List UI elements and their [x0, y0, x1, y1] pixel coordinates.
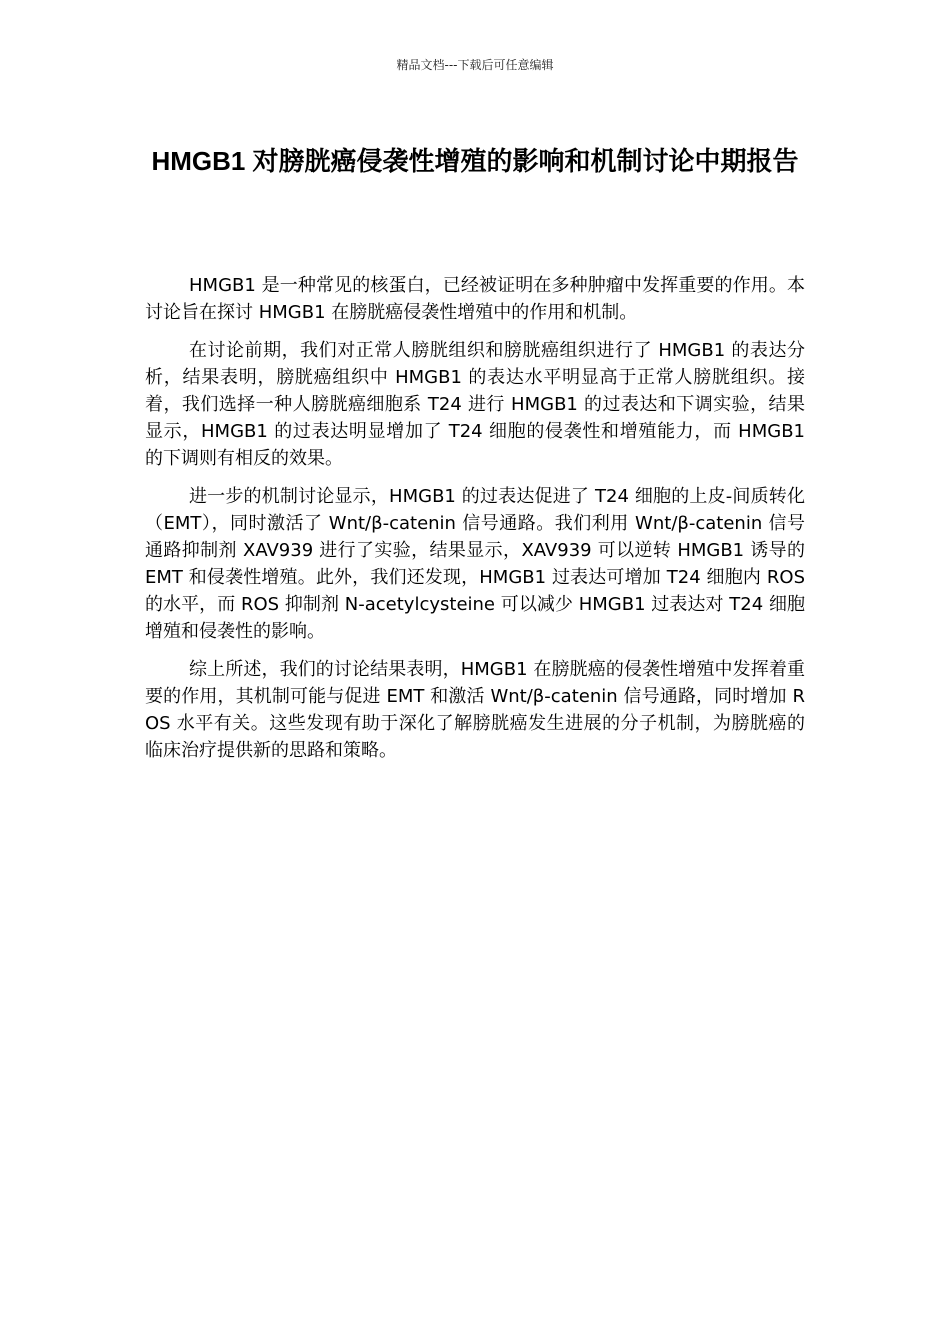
- paragraph-intro: HMGB1 是一种常见的核蛋白，已经被证明在多种肿瘤中发挥重要的作用。本讨论旨在探讨 HMGB1 在膀胱癌侵袭性增殖中的作用和机制。: [145, 275, 805, 323]
- paragraph-conclusion: 综上所述，我们的讨论结果表明，HMGB1 在膀胱癌的侵袭性增殖中发挥着重要的作用，其机制可能与促进 EMT 和激活 Wnt/β-catenin 信号通路，同时增加 ROS 水平有关。这些发现有助于深化了解膀胱癌发生进展的分子机制，为膀胱癌的临床治疗提供新的思路和策略。: [145, 659, 805, 761]
- document-body: [145, 272, 805, 775]
- paragraph-mechanism: 进一步的机制讨论显示，HMGB1 的过表达促进了 T24 细胞的上皮-间质转化（EMT），同时激活了 Wnt/β-catenin 信号通路。我们利用 Wnt/β-catenin 信号通路抑制剂 XAV939 进行了实验，结果显示，XAV939 可以逆转 HMGB1 诱导的 EMT 和侵袭性增殖。此外，我们还发现，HMGB1 过表达可增加 T24 细胞内 ROS 的水平，而 ROS 抑制剂 N-acetylcysteine 可以减少 HMGB1 过表达对 T24 细胞增殖和侵袭性的影响。: [145, 486, 805, 642]
- header-note: 精品文档---下载后可任意编辑: [396, 58, 554, 72]
- document-title: HMGB1 对膀胱癌侵袭性增殖的影响和机制讨论中期报告: [151, 146, 799, 176]
- paragraph-expression-analysis: 在讨论前期，我们对正常人膀胱组织和膀胱癌组织进行了 HMGB1 的表达分析，结果表明，膀胱癌组织中 HMGB1 的表达水平明显高于正常人膀胱组织。接着，我们选择一种人膀胱癌细胞系 T24 进行 HMGB1 的过表达和下调实验，结果显示，HMGB1 的过表达明显增加了 T24 细胞的侵袭性和增殖能力，而 HMGB1 的下调则有相反的效果。: [145, 340, 805, 469]
